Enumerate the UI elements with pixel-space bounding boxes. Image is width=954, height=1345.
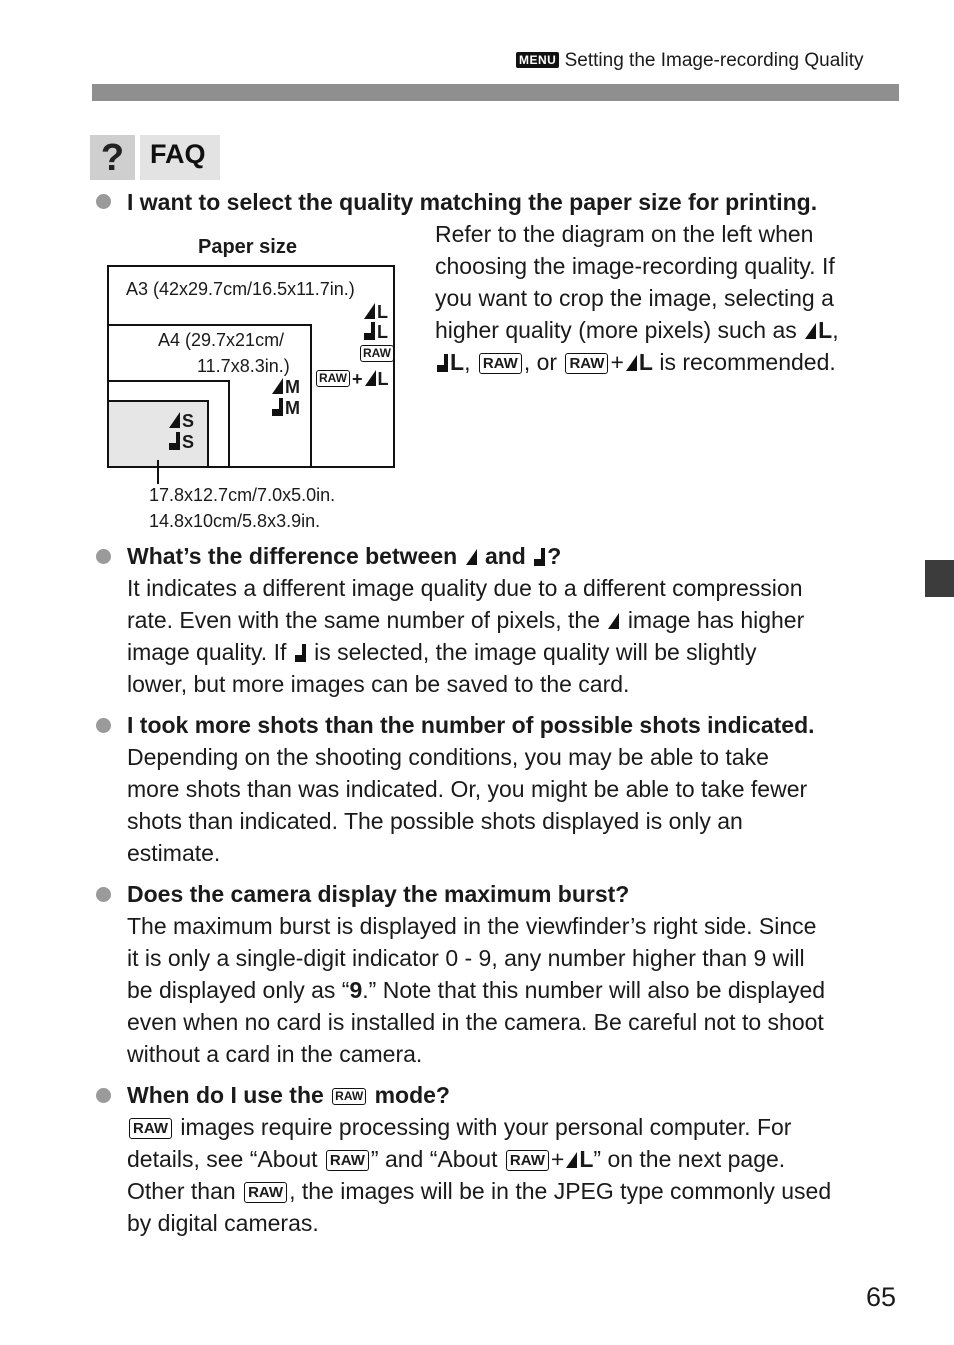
normal-icon (272, 398, 283, 416)
a4-normal-M: M (270, 398, 300, 419)
fine-icon (805, 323, 816, 339)
chapter-tab (925, 560, 954, 597)
question-raw-mode: When do I use the RAW mode? (127, 1082, 450, 1108)
a3-raw (358, 344, 396, 365)
fine-icon (466, 549, 477, 565)
question-more-shots: I took more shots than the number of possible shots indicated. (127, 712, 815, 738)
size-pointer (157, 460, 159, 484)
fine-icon (272, 378, 283, 394)
fine-icon (626, 355, 637, 371)
raw-icon: RAW (332, 1088, 366, 1105)
answer-difference: It indicates a different image quality due to a different compression rate. Even with the same number of pixels, the image has higher image quality. If is selected, the image quality will be slightly lower, but more images can be saved to the card. (127, 575, 805, 697)
fine-icon (364, 303, 375, 319)
answer-raw-mode: RAW images require processing with your personal computer. For details, see “About RAW ” and “About RAW + L” on the next page. Other than RAW , the images will be in the JPEG type commonly used by digital cameras. (127, 1114, 832, 1236)
a3-label: A3 (42x29.7cm/16.5x11.7in.) (126, 279, 355, 299)
bullet-icon (96, 887, 111, 902)
fine-icon (365, 370, 376, 386)
answer-more-shots: Depending on the shooting conditions, you may be able to take more shots than was indicated. Or, you might be able to take fewer shots than indicated. The possible shots displayed is only an estimate. (127, 744, 808, 866)
a4-label-line1: A4 (29.7x21cm/ (158, 330, 285, 350)
normal-icon (295, 644, 306, 662)
a4-label-line2: 11.7x8.3in.) (197, 356, 290, 376)
answer-burst: The maximum burst is displayed in the viewfinder’s right side. Since it is only a single-digit indicator 0 - 9, any number higher than 9 will be displayed only as “9.” Note that this number will also be displayed even when no card is installed in the camera. Be careful not to shoot without a card in the camera. (127, 913, 826, 1067)
raw-icon: RAW (360, 345, 394, 362)
raw-icon: RAW (244, 1182, 287, 1203)
fine-icon (566, 1152, 577, 1168)
s-normal: S (167, 432, 194, 453)
raw-icon: RAW (506, 1150, 549, 1171)
raw-icon: RAW (565, 353, 608, 374)
raw-icon: RAW (326, 1150, 369, 1171)
header-title: Setting the Image-recording Quality (564, 50, 864, 71)
normal-icon (169, 432, 180, 450)
a4-fine-M: M (270, 377, 300, 398)
a3-normal-L: L (362, 322, 388, 343)
s-fine: S (167, 411, 194, 432)
diagram-title: Paper size (198, 236, 297, 258)
normal-icon (437, 354, 448, 372)
size-148-label: 14.8x10cm/5.8x3.9in. (149, 511, 321, 531)
question-print: I want to select the quality matching the paper size for printing. (127, 189, 818, 215)
raw-icon: RAW (316, 370, 350, 387)
normal-icon (364, 322, 375, 340)
answer-print: Refer to the diagram on the left when choosing the image-recording quality. If you want to crop the image, selecting a higher quality (more pixels) such as L, L, RAW , or RAW + L is recommended. (435, 221, 839, 375)
menu-icon: MENU (516, 52, 559, 68)
bullet-icon (96, 1088, 111, 1103)
bullet-icon (96, 194, 111, 209)
faq-heading: FAQ (140, 135, 220, 180)
header-rule (92, 84, 899, 101)
raw-icon: RAW (479, 353, 522, 374)
page-number: 65 (866, 1282, 897, 1312)
normal-icon (534, 548, 545, 566)
question-burst: Does the camera display the maximum burst? (127, 881, 630, 907)
running-header (516, 50, 864, 72)
bullet-icon (96, 549, 111, 564)
fine-icon (169, 412, 180, 428)
question-mark-icon: ? (90, 135, 135, 180)
raw-icon: RAW (129, 1118, 172, 1139)
bullet-icon (96, 718, 111, 733)
a3-raw-plus-L: RAW + L (314, 369, 389, 390)
question-difference: What’s the difference between and ? (127, 543, 562, 569)
size-178-label: 17.8x12.7cm/7.0x5.0in. (149, 485, 336, 505)
fine-icon (608, 613, 619, 629)
a3-fine-L: L (362, 302, 388, 323)
